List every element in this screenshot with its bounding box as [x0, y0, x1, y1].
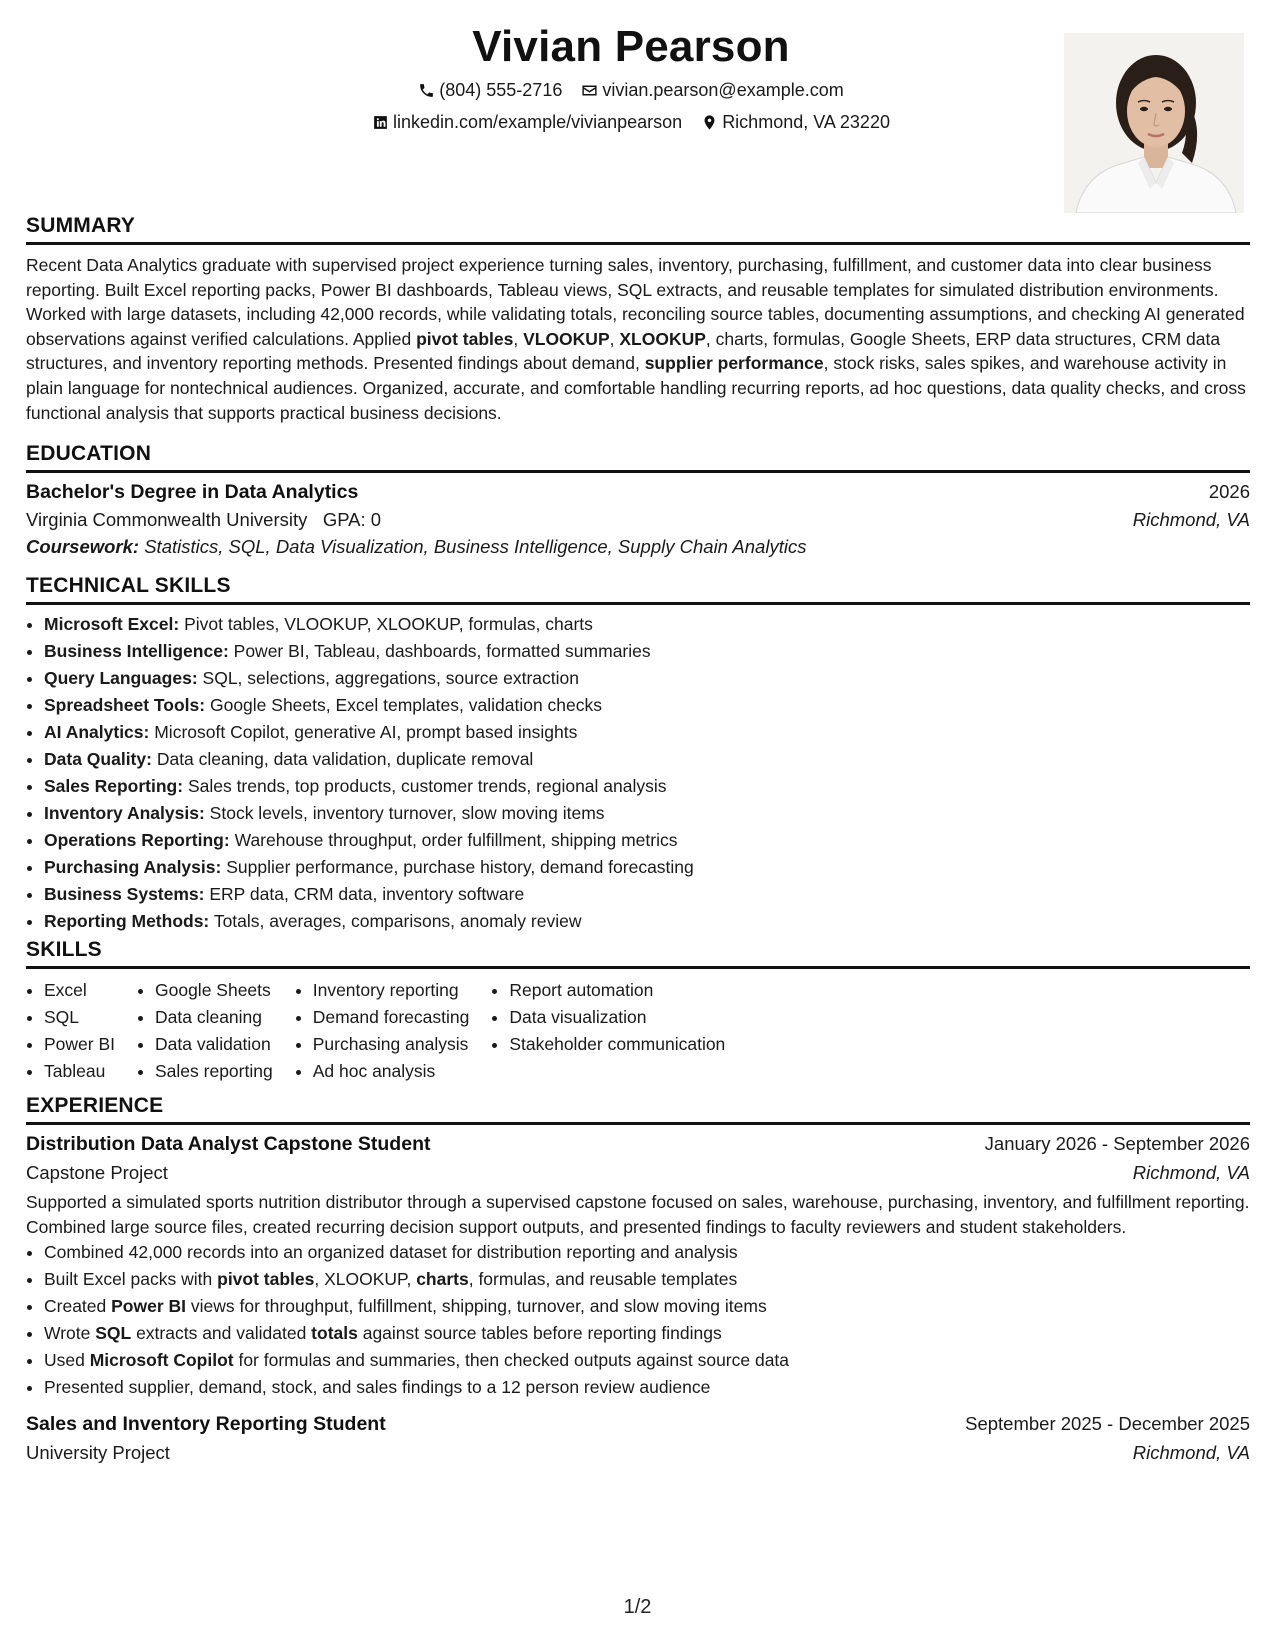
bullet-text: views for throughput, fulfillment, shipping, turnover, and slow moving items	[186, 1296, 767, 1317]
technical-skill-label: Reporting Methods:	[44, 911, 210, 931]
skill-item: • Data visualization	[509, 1004, 725, 1031]
skills-column	[137, 977, 273, 1085]
page-number: 1/2	[623, 1596, 652, 1618]
education-heading: EDUCATION	[26, 442, 1250, 473]
linkedin-contact[interactable]	[372, 112, 682, 133]
skills-column	[491, 977, 725, 1085]
bullet-text: Used	[44, 1350, 90, 1371]
summary-text-1: Recent Data Analytics graduate with supervised project experience turning sales, inventory, purchasing, fulfillment, and customer data into clear business reporting. Built Excel reporting packs, Power BI dashboards, Tableau views, SQL extracts, and reusable templates for simulated distribution environments. Worked with large datasets, including 42,000 records, while validating totals, reconciling source tables, documenting assumptions, and checking AI generated observations against verified calculations. Applied	[26, 255, 1245, 349]
summary-bold-vlookup: VLOOKUP	[523, 328, 610, 349]
coursework-list: Statistics, SQL, Data Visualization, Business Intelligence, Supply Chain Analytics	[144, 536, 807, 557]
skill-item: • Excel	[44, 977, 115, 1004]
skills-heading: SKILLS	[26, 938, 1250, 969]
bullet-text: Wrote	[44, 1323, 96, 1344]
summary-text-2: ,	[513, 328, 524, 349]
bullet-text: Created	[44, 1296, 112, 1317]
technical-skill-text: Microsoft Copilot, generative AI, prompt based insights	[154, 722, 578, 742]
linkedin-icon	[372, 114, 389, 131]
summary-text-5: , stock risks, sales spikes, and warehouse activity in plain language for nontechnical audiences. Organized, accurate, and comfortable handling recurring reports, ad hoc questions, data quality checks, and cross functional analysis that supports practical business decisions.	[26, 353, 1246, 423]
bullet-text: Built Excel packs with	[44, 1269, 218, 1290]
technical-skills-heading: TECHNICAL SKILLS	[26, 574, 1250, 605]
job-bullet	[44, 1239, 1250, 1266]
skills-section	[26, 938, 1250, 1085]
technical-skill-item	[44, 692, 1250, 719]
location-contact	[701, 112, 890, 133]
phone-text: (804) 555-2716	[439, 80, 563, 100]
technical-skill-label: Data Quality:	[44, 749, 152, 769]
technical-skill-label: Business Systems:	[44, 884, 205, 904]
job-role: Distribution Data Analyst Capstone Student	[26, 1133, 431, 1155]
job-header	[26, 1413, 1250, 1436]
technical-skill-text: ERP data, CRM data, inventory software	[209, 884, 525, 904]
skill-item: • SQL	[44, 1004, 115, 1031]
candidate-name: Vivian Pearson	[472, 22, 790, 71]
job-dates: September 2025 - December 2025	[965, 1413, 1250, 1435]
technical-skill-text: Stock levels, inventory turnover, slow moving items	[209, 803, 605, 823]
technical-skill-label: Business Intelligence:	[44, 641, 229, 661]
technical-skills-list	[26, 611, 1250, 935]
skill-item: • Inventory reporting	[313, 977, 470, 1004]
technical-skills-section	[26, 574, 1250, 935]
technical-skill-label: Spreadsheet Tools:	[44, 695, 206, 715]
profile-photo	[1064, 33, 1244, 213]
summary-heading: SUMMARY	[26, 214, 1250, 245]
bullet-bold-text: pivot tables	[217, 1269, 315, 1290]
technical-skill-item	[44, 719, 1250, 746]
envelope-icon	[581, 82, 598, 99]
technical-skill-text: Sales trends, top products, customer trends, regional analysis	[187, 776, 667, 796]
map-pin-icon	[701, 114, 718, 131]
bullet-text: , XLOOKUP,	[314, 1269, 417, 1290]
summary-section	[26, 214, 1250, 425]
bullet-bold-text: totals	[311, 1323, 358, 1344]
skill-item: • Demand forecasting	[313, 1004, 470, 1031]
bullet-text: Combined 42,000 records into an organized dataset for distribution reporting and analysis	[44, 1242, 738, 1263]
technical-skill-label: Purchasing Analysis:	[44, 857, 222, 877]
phone-icon	[418, 82, 435, 99]
technical-skill-text: Google Sheets, Excel templates, validation checks	[209, 695, 602, 715]
skill-item: • Data validation	[155, 1031, 273, 1058]
summary-bold-xlookup: XLOOKUP	[619, 328, 706, 349]
gpa: GPA: 0	[322, 509, 382, 530]
skills-column	[26, 977, 115, 1085]
degree-title: Bachelor's Degree in Data Analytics	[26, 481, 359, 503]
skills-column	[295, 977, 470, 1085]
job-subheader	[26, 1442, 1250, 1464]
technical-skill-text: Warehouse throughput, order fulfillment, shipping metrics	[234, 830, 678, 850]
technical-skill-label: Inventory Analysis:	[44, 803, 205, 823]
technical-skill-text: Supplier performance, purchase history, demand forecasting	[226, 857, 694, 877]
job-location: Richmond, VA	[1132, 1162, 1250, 1183]
email-contact[interactable]	[581, 80, 843, 101]
technical-skill-item	[44, 827, 1250, 854]
job-description: Supported a simulated sports nutrition distributor through a supervised capstone focused on sales, warehouse, purchasing, inventory, and fulfillment reporting. Combined large source files, created recurring decision support outputs, and presented findings to faculty reviewers and student stakeholders.	[26, 1192, 1250, 1237]
skill-item: • Purchasing analysis	[313, 1031, 470, 1058]
job-bullet	[44, 1320, 1250, 1347]
job-dates: January 2026 - September 2026	[984, 1133, 1250, 1154]
summary-paragraph	[26, 253, 1250, 425]
bullet-text: for formulas and summaries, then checked outputs against source data	[233, 1350, 790, 1371]
job-bullet	[44, 1374, 1250, 1401]
graduation-year: 2026	[1208, 481, 1250, 502]
job-subheader	[26, 1162, 1250, 1184]
technical-skill-item	[44, 908, 1250, 935]
technical-skill-label: Query Languages:	[44, 668, 198, 688]
email-text[interactable]: vivian.pearson@example.com	[602, 80, 844, 100]
technical-skill-item	[44, 665, 1250, 692]
skills-columns	[26, 977, 1250, 1085]
skill-item: • Ad hoc analysis	[313, 1058, 470, 1085]
bullet-text: extracts and validated	[131, 1323, 312, 1344]
coursework-line	[26, 536, 1250, 558]
summary-text-4: , charts, formulas, Google Sheets, ERP data structures, CRM data structures, and inventory reporting methods. Presented findings about demand,	[26, 328, 1221, 374]
experience-heading: EXPERIENCE	[26, 1094, 1250, 1125]
job-entry	[26, 1133, 1250, 1401]
location-text: Richmond, VA 23220	[722, 112, 890, 132]
technical-skill-label: AI Analytics:	[44, 722, 150, 742]
skill-item: • Report automation	[509, 977, 725, 1004]
technical-skill-item	[44, 773, 1250, 800]
technical-skill-text: Power BI, Tableau, dashboards, formatted summaries	[233, 641, 651, 661]
summary-bold-pivot: pivot tables	[416, 328, 514, 349]
school-name: Virginia Commonwealth University	[26, 509, 308, 530]
skill-item: • Google Sheets	[155, 977, 273, 1004]
skill-item: • Tableau	[44, 1058, 115, 1085]
education-row-2	[26, 509, 1250, 531]
job-org: University Project	[26, 1442, 170, 1464]
bullet-bold-text: SQL	[95, 1323, 132, 1344]
summary-bold-supplier: supplier performance	[644, 353, 824, 374]
technical-skill-text: Pivot tables, VLOOKUP, XLOOKUP, formulas, charts	[184, 614, 593, 634]
skill-item: • Power BI	[44, 1031, 115, 1058]
job-org: Capstone Project	[26, 1162, 168, 1183]
summary-text-3: ,	[609, 328, 620, 349]
technical-skill-item	[44, 638, 1250, 665]
bullet-bold-text: charts	[416, 1269, 469, 1290]
technical-skill-item	[44, 854, 1250, 881]
technical-skill-text: Data cleaning, data validation, duplicate removal	[156, 749, 534, 769]
skill-item: • Sales reporting	[155, 1058, 273, 1085]
experience-section	[26, 1094, 1250, 1464]
technical-skill-text: SQL, selections, aggregations, source extraction	[202, 668, 579, 688]
job-entry	[26, 1413, 1250, 1464]
bullet-bold-text: Power BI	[111, 1296, 187, 1317]
skill-item: • Stakeholder communication	[509, 1031, 725, 1058]
job-bullet	[44, 1347, 1250, 1374]
job-header	[26, 1133, 1250, 1156]
education-section	[26, 442, 1250, 558]
technical-skill-label: Sales Reporting:	[44, 776, 184, 796]
job-location: Richmond, VA	[1132, 1442, 1250, 1464]
linkedin-text[interactable]: linkedin.com/example/vivianpearson	[393, 112, 683, 132]
job-bullets	[26, 1239, 1250, 1401]
technical-skill-label: Operations Reporting:	[44, 830, 230, 850]
technical-skill-item	[44, 881, 1250, 908]
skill-item: • Data cleaning	[155, 1004, 273, 1031]
school-line	[26, 509, 381, 531]
technical-skill-label: Microsoft Excel:	[44, 614, 180, 634]
education-row-1	[26, 481, 1250, 504]
school-location: Richmond, VA	[1132, 509, 1250, 530]
coursework-label: Coursework:	[26, 536, 140, 557]
phone-contact	[418, 80, 562, 101]
bullet-text: against source tables before reporting findings	[357, 1323, 722, 1344]
technical-skill-item	[44, 746, 1250, 773]
technical-skill-item	[44, 611, 1250, 638]
job-bullet	[44, 1266, 1250, 1293]
job-bullet	[44, 1293, 1250, 1320]
bullet-text: Presented supplier, demand, stock, and sales findings to a 12 person review audience	[44, 1377, 711, 1398]
technical-skill-item	[44, 800, 1250, 827]
bullet-bold-text: Microsoft Copilot	[89, 1350, 234, 1371]
bullet-text: , formulas, and reusable templates	[468, 1269, 738, 1290]
technical-skill-text: Totals, averages, comparisons, anomaly review	[213, 911, 582, 931]
job-role: Sales and Inventory Reporting Student	[26, 1413, 386, 1436]
